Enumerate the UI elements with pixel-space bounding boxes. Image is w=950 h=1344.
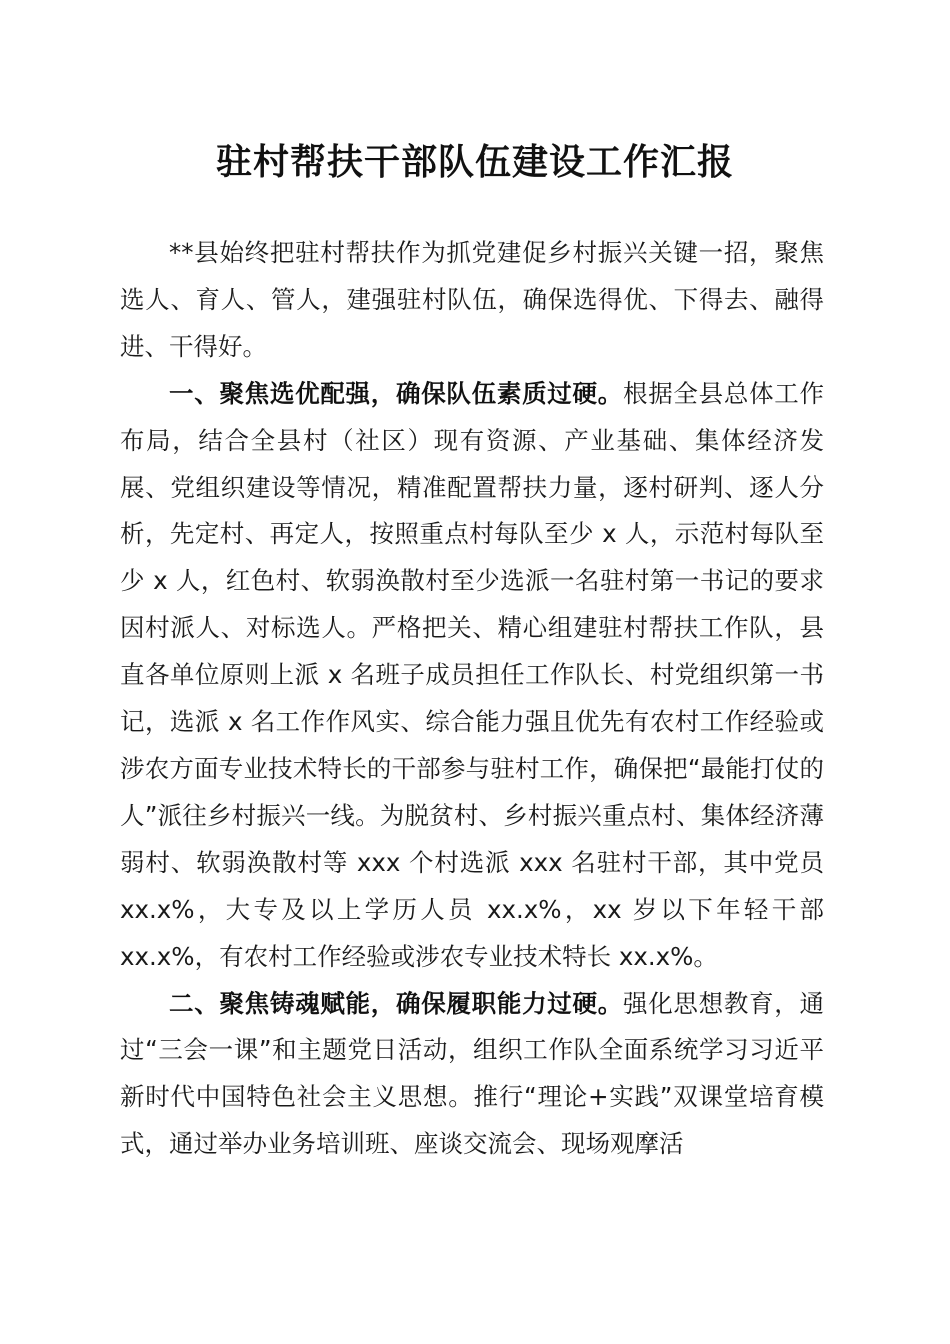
section-one-text: 根据全县总体工作布局，结合全县村（社区）现有资源、产业基础、集体经济发展、党组织建设等情况，精准配置帮扶力量，逐村研判、逐人分析，先定村、再定人，按照重点村每队至少 x 人，示范村每队至少 x 人，红色村、软弱涣散村至少选派一名驻村第一书记的要求因村派人、对标选人。严格把关、精心组建驻村帮扶工作队，县直各单位原则上派 x 名班子成员担任工作队长、村党组织第一书记，选派 x 名工作作风实、综合能力强且优先有农村工作经验或涉农方面专业技术特长的干部参与驻村工作，确保把“最能打仗的人”派往乡村振兴一线。为脱贫村、乡村振兴重点村、集体经济薄弱村、软弱涣散村等 xxx 个村选派 xxx 名驻村干部，其中党员 xx.x%，大专及以上学历人员 xx.x%，xx 岁以下年轻干部 xx.x%，有农村工作经验或涉农专业技术特长 xx.x%。 [120,378,825,971]
intro-text: **县始终把驻村帮扶作为抓党建促乡村振兴关键一招，聚焦选人、育人、管人，建强驻村队伍，确保选得优、下得去、融得进、干得好。 [120,238,824,361]
intro-paragraph [120,230,824,371]
document-body [120,230,824,1168]
section-one-heading: 一、聚焦选优配强，确保队伍素质过硬。 [169,378,623,408]
section-two-paragraph [120,981,824,1169]
section-two-heading: 二、聚焦铸魂赋能，确保履职能力过硬。 [169,988,623,1018]
section-two-text: 强化思想教育，通过“三会一课”和主题党日活动，组织工作队全面系统学习习近平新时代中国特色社会主义思想。推行“理论+实践”双课堂培育模式，通过举办业务培训班、座谈交流会、现场观摩活 [120,988,825,1159]
document-title: 驻村帮扶干部队伍建设工作汇报 [215,141,734,183]
section-one-paragraph [120,371,824,981]
